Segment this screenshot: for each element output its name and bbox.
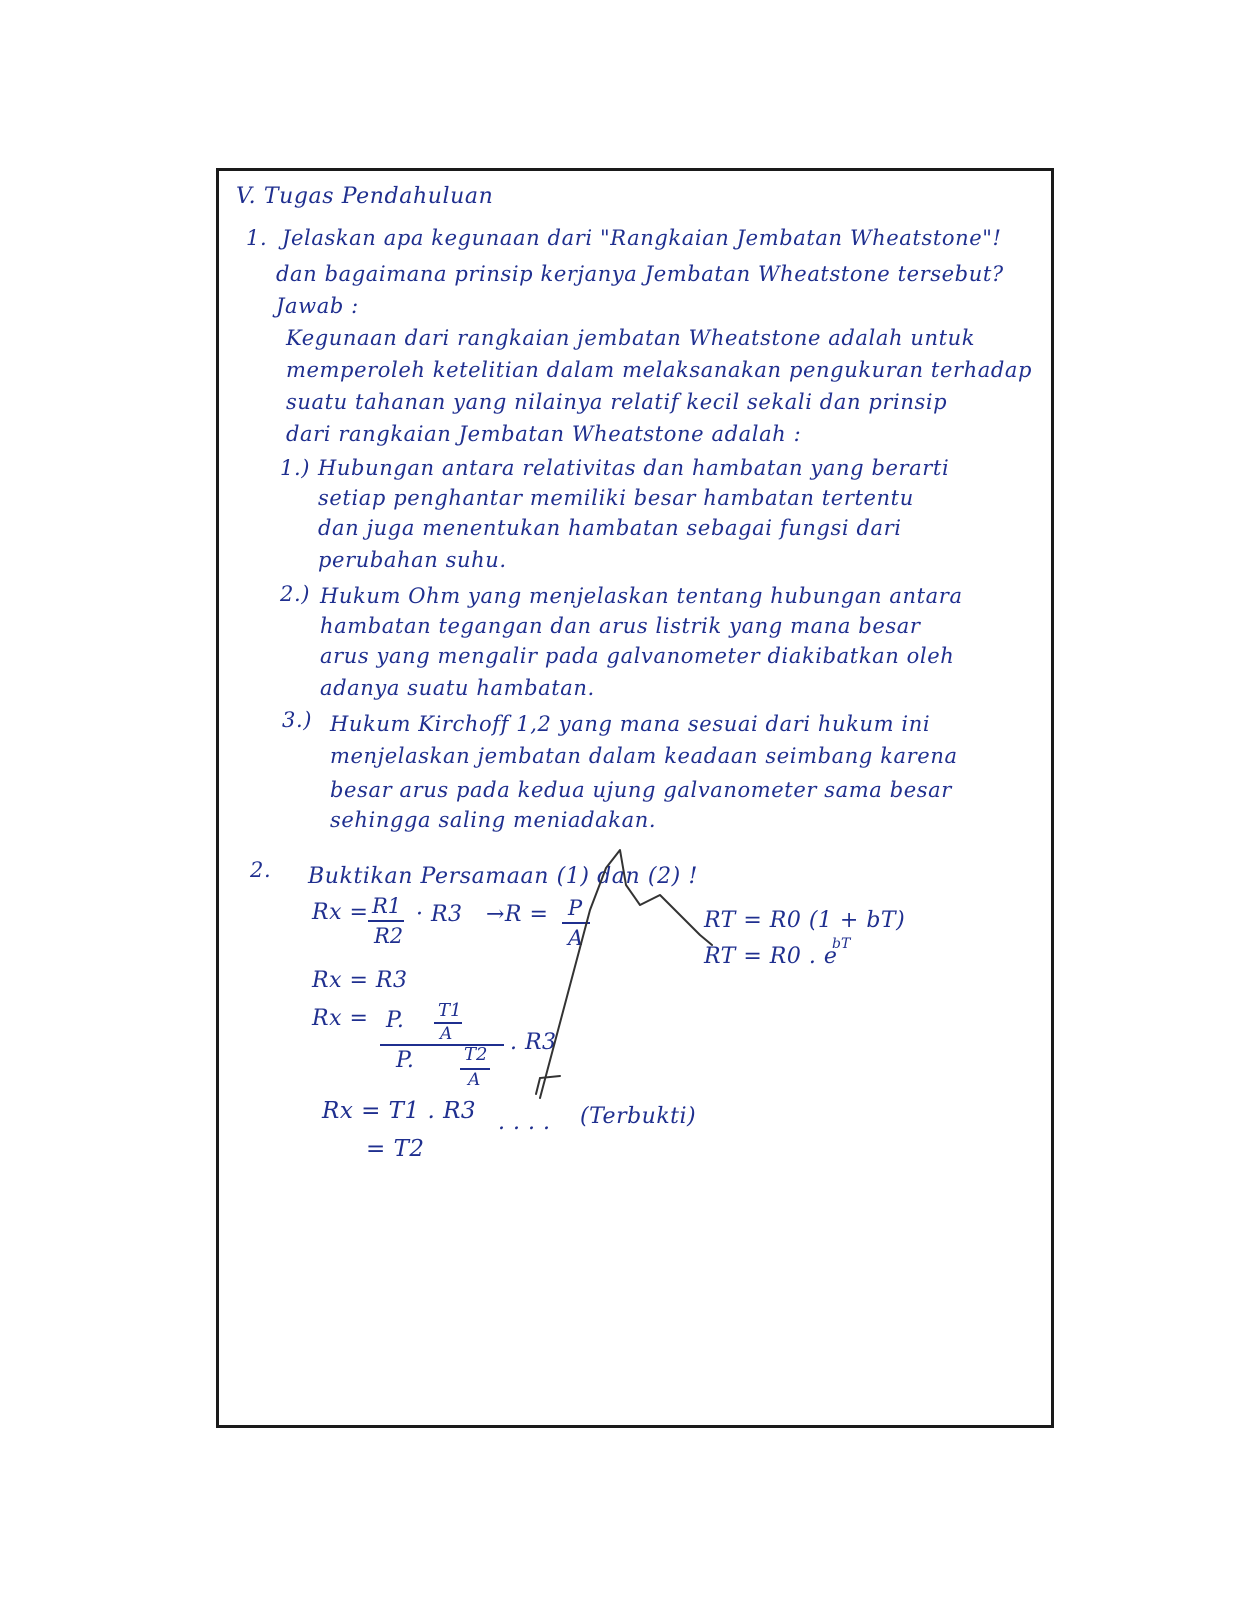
eq1-rho-bar	[562, 922, 590, 924]
eq4-result: (Terbukti)	[580, 1104, 697, 1129]
eq3-top-p: P.	[386, 1008, 405, 1033]
point-1-line: setiap penghantar memiliki besar hambatan tertentu	[318, 486, 914, 510]
point-3-line: sehingga saling meniadakan.	[330, 808, 657, 832]
eq1-fraction-bar	[368, 920, 404, 922]
eq2: Rx = R3	[312, 968, 408, 993]
question-1-line-1: Jelaskan apa kegunaan dari "Rangkaian Jembatan Wheatstone"!	[282, 226, 1002, 250]
point-1-line: dan juga menentukan hambatan sebagai fungsi dari	[318, 516, 902, 540]
answer-line: dari rangkaian Jembatan Wheatstone adalah :	[286, 422, 802, 446]
point-2-line: hambatan tegangan dan arus listrik yang mana besar	[320, 614, 921, 638]
eq5: = T2	[366, 1136, 425, 1162]
eq1-rho-numerator: P	[568, 896, 583, 920]
question-2-number: 2.	[250, 858, 272, 882]
point-3-line: menjelaskan jembatan dalam keadaan seimbang karena	[330, 744, 958, 768]
resistance-temp-linear: RT = R0 (1 + bT)	[704, 908, 906, 933]
point-1-line: Hubungan antara relativitas dan hambatan yang berarti	[318, 456, 950, 480]
eq3-tail: . R3	[510, 1030, 557, 1055]
answer-line: memperoleh ketelitian dalam melaksanakan pengukuran terhadap	[286, 358, 1033, 382]
eq1-numerator: R1	[372, 894, 402, 918]
answer-label: Jawab :	[276, 294, 359, 318]
eq3-bottom-denominator: A	[468, 1070, 481, 1090]
point-marker-2: 2.)	[280, 582, 311, 606]
resistance-temp-exp-superscript: bT	[832, 936, 851, 952]
eq3-bottom-numerator: T2	[464, 1044, 488, 1065]
eq3-top-denominator: A	[440, 1024, 453, 1044]
eq1-arrow: →R =	[486, 902, 549, 927]
eq4-dots: . . . .	[498, 1110, 551, 1135]
point-2-line: Hukum Ohm yang menjelaskan tentang hubungan antara	[320, 584, 963, 608]
resistance-temp-exp: RT = R0 . e	[704, 944, 838, 969]
question-1-number: 1.	[246, 226, 268, 250]
point-marker-1: 1.)	[280, 456, 311, 480]
eq4: Rx = T1 . R3	[322, 1098, 477, 1124]
point-3-line: besar arus pada kedua ujung galvanometer sama besar	[330, 778, 952, 802]
point-marker-3: 3.)	[282, 708, 313, 732]
section-title: V. Tugas Pendahuluan	[236, 184, 494, 209]
question-1-line-2: dan bagaimana prinsip kerjanya Jembatan Wheatstone tersebut?	[276, 262, 1004, 286]
answer-line: Kegunaan dari rangkaian jembatan Wheatstone adalah untuk	[286, 326, 976, 350]
point-1-line: perubahan suhu.	[318, 548, 507, 572]
point-2-line: arus yang mengalir pada galvanometer diakibatkan oleh	[320, 644, 955, 668]
eq1-lhs: Rx =	[312, 900, 369, 925]
answer-line: suatu tahanan yang nilainya relatif kecil sekali dan prinsip	[286, 390, 948, 414]
eq1-denominator: R2	[374, 924, 404, 948]
eq3-top-numerator: T1	[438, 1000, 462, 1021]
eq1-middle: · R3	[416, 902, 463, 927]
eq3-bottom-p: P.	[396, 1048, 415, 1073]
point-3-line: Hukum Kirchoff 1,2 yang mana sesuai dari hukum ini	[330, 712, 931, 736]
question-2-prompt: Buktikan Persamaan (1) dan (2) !	[308, 864, 698, 889]
point-2-line: adanya suatu hambatan.	[320, 676, 595, 700]
eq3-lhs: Rx =	[312, 1006, 369, 1031]
eq1-rho-denominator: A	[568, 926, 584, 950]
